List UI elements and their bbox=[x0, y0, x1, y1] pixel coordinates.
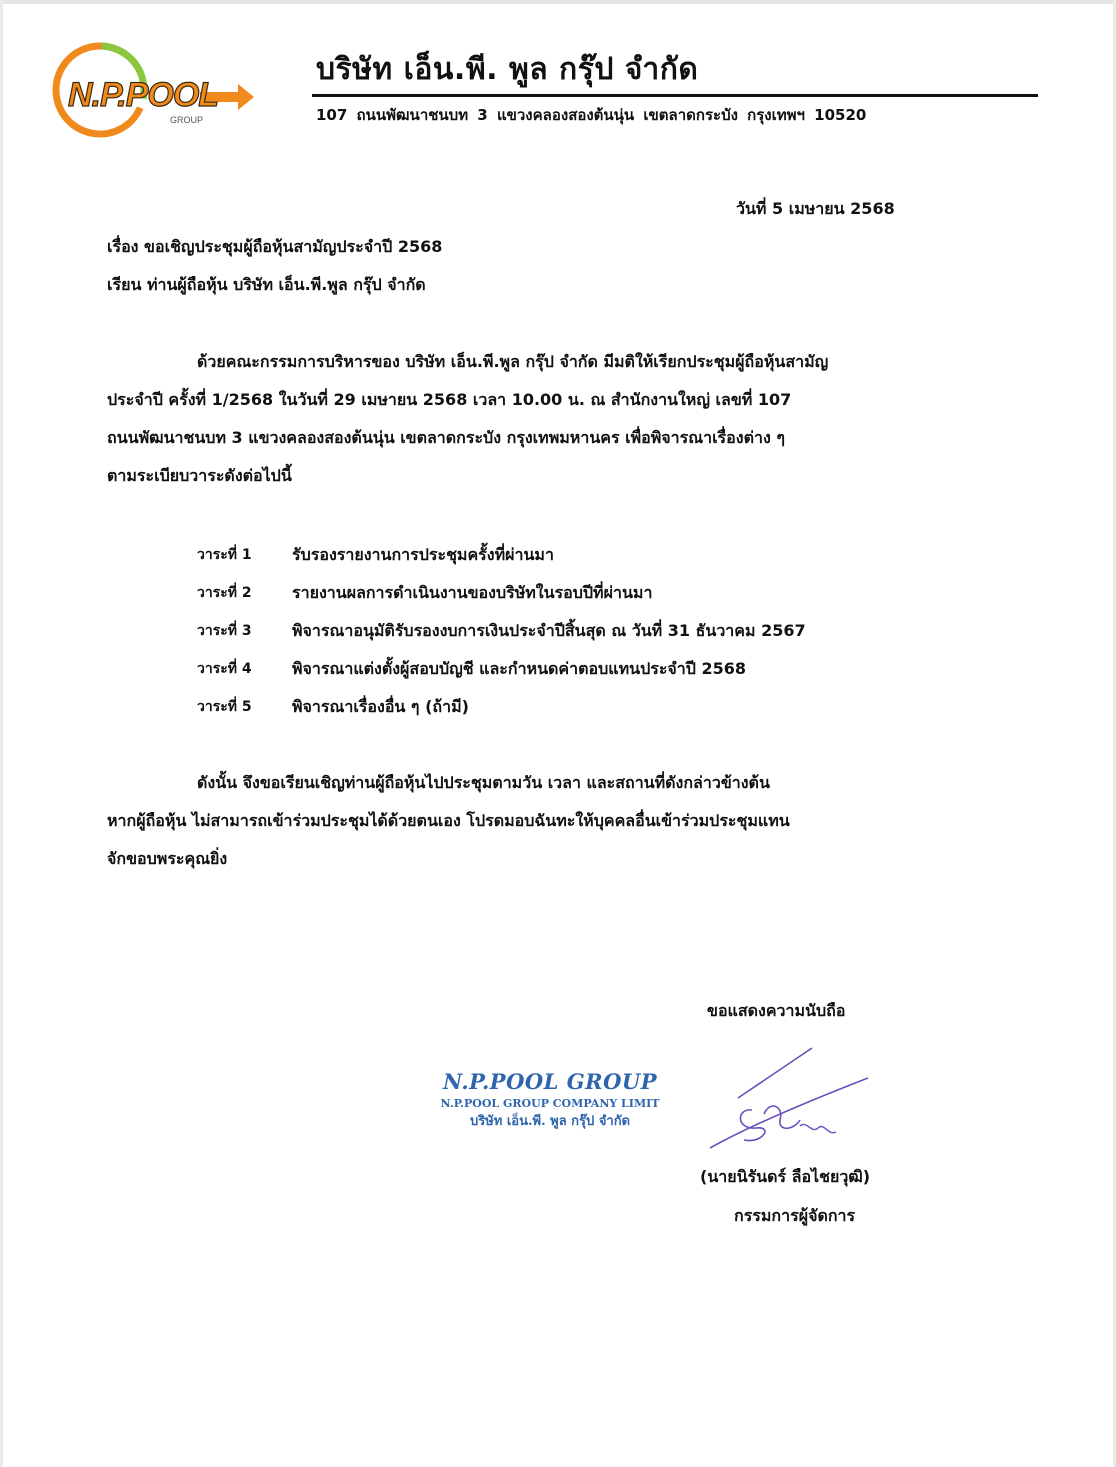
paragraph-line: ตามระเบียบวาระดังต่อไปนี้ bbox=[107, 466, 292, 485]
header-divider bbox=[312, 94, 1038, 97]
agenda-label: วาระที่ 5 bbox=[197, 699, 252, 715]
page-left-edge bbox=[0, 0, 3, 1467]
company-address: 107 ถนนพัฒนาชนบท 3 แขวงคลองสองต้นนุ่น เขตลาดกระบัง กรุงเทพฯ 10520 bbox=[316, 106, 867, 124]
agenda-item bbox=[197, 536, 806, 574]
letter-recipient: เรียน ท่านผู้ถือหุ้น บริษัท เอ็น.พี.พูล กรุ๊ป จำกัด bbox=[107, 275, 426, 294]
logo-text: N.P.POOL bbox=[68, 76, 219, 114]
stamp-english-name: N.P.POOL GROUP COMPANY LIMIT bbox=[440, 1097, 660, 1110]
agenda-text: พิจารณาอนุมัติรับรองงบการเงินประจำปีสิ้นสุด ณ วันที่ 31 ธันวาคม 2567 bbox=[292, 621, 806, 640]
closing-paragraph bbox=[107, 764, 1019, 878]
paragraph-line: ประจำปี ครั้งที่ 1/2568 ในวันที่ 29 เมษายน 2568 เวลา 10.00 น. ณ สำนักงานใหญ่ เลขที่ 107 bbox=[107, 390, 792, 409]
agenda-label: วาระที่ 2 bbox=[197, 585, 252, 601]
agenda-label: วาระที่ 4 bbox=[197, 661, 252, 677]
paragraph-line: หากผู้ถือหุ้น ไม่สามารถเข้าร่วมประชุมได้ด้วยตนเอง โปรดมอบฉันทะให้บุคคลอื่นเข้าร่วมประชุมแทน bbox=[107, 811, 790, 830]
stamp-thai-name: บริษัท เอ็น.พี. พูล กรุ๊ป จำกัด bbox=[469, 1114, 631, 1129]
paragraph-line: ดังนั้น จึงขอเรียนเชิญท่านผู้ถือหุ้นไปประชุมตามวัน เวลา และสถานที่ดังกล่าวข้างต้น bbox=[197, 773, 770, 792]
page-top-edge bbox=[0, 0, 1116, 4]
company-logo bbox=[50, 40, 255, 140]
agenda-text: รายงานผลการดำเนินงานของบริษัทในรอบปีที่ผ่านมา bbox=[292, 583, 653, 602]
agenda-item bbox=[197, 688, 806, 726]
company-name: บริษัท เอ็น.พี. พูล กรุ๊ป จำกัด bbox=[316, 52, 699, 87]
agenda-list bbox=[197, 536, 806, 726]
logo-subtext: GROUP bbox=[170, 115, 204, 125]
agenda-item bbox=[197, 574, 806, 612]
paragraph-line: ด้วยคณะกรรมการบริหารของ บริษัท เอ็น.พี.พูล กรุ๊ป จำกัด มีมติให้เรียกประชุมผู้ถือหุ้นสามัญ bbox=[197, 352, 829, 371]
signer-title: กรรมการผู้จัดการ bbox=[734, 1206, 856, 1225]
company-stamp bbox=[420, 1068, 680, 1132]
letter-subject: เรื่อง ขอเชิญประชุมผู้ถือหุ้นสามัญประจำปี 2568 bbox=[107, 237, 443, 256]
agenda-item bbox=[197, 650, 806, 688]
signature-mark bbox=[700, 1040, 880, 1155]
agenda-text: รับรองรายงานการประชุมครั้งที่ผ่านมา bbox=[292, 545, 554, 564]
agenda-text: พิจารณาแต่งตั้งผู้สอบบัญชี และกำหนดค่าตอบแทนประจำปี 2568 bbox=[292, 659, 747, 678]
letter-date: วันที่ 5 เมษายน 2568 bbox=[736, 199, 895, 218]
stamp-brand: N.P.POOL GROUP bbox=[442, 1069, 658, 1094]
paragraph-line: จักขอบพระคุณยิ่ง bbox=[107, 849, 228, 868]
agenda-item bbox=[197, 612, 806, 650]
agenda-label: วาระที่ 3 bbox=[197, 623, 252, 639]
agenda-text: พิจารณาเรื่องอื่น ๆ (ถ้ามี) bbox=[292, 697, 469, 716]
signer-name: (นายนิรันดร์ ลือไชยวุฒิ) bbox=[700, 1167, 871, 1186]
invitation-paragraph bbox=[107, 343, 1019, 495]
closing-salutation: ขอแสดงความนับถือ bbox=[707, 1001, 846, 1020]
agenda-label: วาระที่ 1 bbox=[197, 547, 252, 563]
paragraph-line: ถนนพัฒนาชนบท 3 แขวงคลองสองต้นนุ่น เขตลาดกระบัง กรุงเทพมหานคร เพื่อพิจารณาเรื่องต่าง ๆ bbox=[107, 428, 785, 447]
